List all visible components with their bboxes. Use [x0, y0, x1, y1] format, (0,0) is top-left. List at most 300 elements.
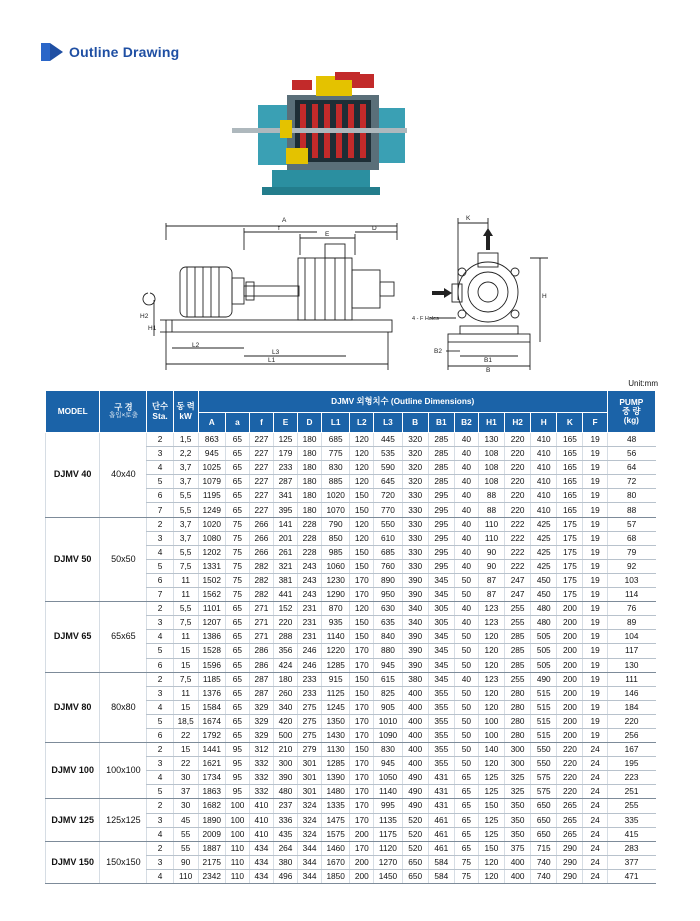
outline-dimensions-table: [45, 390, 656, 884]
table-cell: 95: [225, 785, 249, 799]
table-cell: 55: [173, 827, 198, 841]
table-cell: 7,5: [173, 559, 198, 573]
table-cell: 410: [531, 475, 557, 489]
table-cell: 740: [531, 869, 557, 883]
table-cell: 72: [607, 475, 655, 489]
table-cell: 40: [454, 475, 478, 489]
table-cell: 120: [478, 757, 504, 771]
table-cell: 180: [298, 447, 322, 461]
table-cell: 265: [557, 799, 583, 813]
column-header-a: a: [225, 413, 249, 433]
table-cell: 341: [273, 489, 297, 503]
table-cell: 300: [505, 757, 531, 771]
table-cell: 3: [147, 447, 173, 461]
table-cell: 24: [583, 743, 607, 757]
table-cell: 3,7: [173, 531, 198, 545]
table-cell: 5: [147, 785, 173, 799]
table-cell: 65: [225, 700, 249, 714]
table-cell: 915: [322, 672, 350, 686]
table-cell: 170: [350, 813, 374, 827]
table-cell: 295: [428, 517, 454, 531]
table-cell: 287: [273, 475, 297, 489]
table-cell: 345: [428, 573, 454, 587]
table-cell: 200: [557, 700, 583, 714]
table-cell: 200: [350, 855, 374, 869]
table-cell: 285: [505, 630, 531, 644]
table-cell: 945: [374, 658, 402, 672]
table-cell: 490: [531, 672, 557, 686]
table-cell: 1285: [322, 658, 350, 672]
table-cell: 520: [402, 841, 428, 855]
table-cell: 720: [374, 489, 402, 503]
table-cell: 300: [505, 743, 531, 757]
table-cell: 170: [350, 799, 374, 813]
table-cell: 75: [225, 531, 249, 545]
table-cell: 5: [147, 714, 173, 728]
table-cell: 200: [557, 616, 583, 630]
table-cell: 1450: [374, 869, 402, 883]
table-cell: 170: [350, 771, 374, 785]
table-cell: 6: [147, 728, 173, 742]
table-cell: 120: [350, 475, 374, 489]
column-header-h1: H1: [478, 413, 504, 433]
table-cell: 1101: [198, 602, 225, 616]
table-cell: 40: [454, 433, 478, 447]
table-cell: 11: [173, 630, 198, 644]
table-cell: 19: [583, 517, 607, 531]
table-cell: 950: [374, 588, 402, 602]
table-cell: 350: [505, 813, 531, 827]
table-cell: 141: [273, 517, 297, 531]
table-cell: 120: [350, 447, 374, 461]
table-cell: 65: [225, 616, 249, 630]
table-cell: 320: [402, 461, 428, 475]
table-cell: 431: [428, 771, 454, 785]
table-cell: 830: [374, 743, 402, 757]
table-cell: 50: [454, 644, 478, 658]
table-cell: 120: [478, 869, 504, 883]
table-cell: 885: [322, 475, 350, 489]
table-cell: 3: [147, 616, 173, 630]
table-cell: 65: [454, 785, 478, 799]
table-cell: 87: [478, 573, 504, 587]
table-cell: 345: [428, 630, 454, 644]
table-cell: 520: [402, 827, 428, 841]
table-cell: 286: [249, 644, 273, 658]
table-cell: 2: [147, 433, 173, 447]
table-cell: 2: [147, 517, 173, 531]
table-cell: 1390: [322, 771, 350, 785]
table-cell: 324: [298, 813, 322, 827]
table-cell: 100: [225, 827, 249, 841]
table-cell: 650: [402, 869, 428, 883]
table-cell: 461: [428, 813, 454, 827]
table-cell: 275: [298, 728, 322, 742]
table-cell: 1230: [322, 573, 350, 587]
table-cell: 266: [249, 531, 273, 545]
table-cell: 350: [505, 799, 531, 813]
table-cell: 1195: [198, 489, 225, 503]
size-cell: 40x40: [100, 433, 147, 518]
table-cell: 295: [428, 489, 454, 503]
table-cell: 3: [147, 686, 173, 700]
header-power: 동 력 kW: [173, 391, 198, 433]
column-header-b1: B1: [428, 413, 454, 433]
table-cell: 4: [147, 461, 173, 475]
table-cell: 1185: [198, 672, 225, 686]
table-cell: 350: [505, 827, 531, 841]
table-cell: 220: [557, 743, 583, 757]
table-cell: 120: [350, 517, 374, 531]
table-cell: 505: [531, 658, 557, 672]
table-cell: 380: [402, 672, 428, 686]
table-cell: 645: [374, 475, 402, 489]
table-cell: 275: [298, 700, 322, 714]
table-cell: 324: [298, 827, 322, 841]
table-cell: 150: [350, 503, 374, 517]
table-cell: 1850: [322, 869, 350, 883]
table-cell: 325: [505, 771, 531, 785]
table-cell: 19: [583, 700, 607, 714]
table-cell: 223: [607, 771, 655, 785]
table-cell: 65: [225, 503, 249, 517]
table-row: [46, 799, 656, 813]
table-cell: 1202: [198, 545, 225, 559]
table-cell: 180: [298, 489, 322, 503]
table-cell: 1335: [322, 799, 350, 813]
table-cell: 165: [557, 447, 583, 461]
table-cell: 480: [273, 785, 297, 799]
table-cell: 377: [607, 855, 655, 869]
table-cell: 355: [428, 757, 454, 771]
table-cell: 380: [273, 855, 297, 869]
table-cell: 19: [583, 658, 607, 672]
table-cell: 255: [505, 616, 531, 630]
table-cell: 110: [478, 531, 504, 545]
table-cell: 266: [249, 545, 273, 559]
table-cell: 1376: [198, 686, 225, 700]
table-cell: 355: [428, 686, 454, 700]
table-cell: 550: [374, 517, 402, 531]
table-cell: 165: [557, 503, 583, 517]
table-cell: 332: [249, 771, 273, 785]
table-cell: 75: [225, 573, 249, 587]
table-cell: 180: [298, 503, 322, 517]
table-cell: 575: [531, 771, 557, 785]
table-cell: 410: [531, 433, 557, 447]
table-cell: 222: [505, 559, 531, 573]
table-cell: 282: [249, 559, 273, 573]
table-cell: 1863: [198, 785, 225, 799]
table-cell: 410: [531, 447, 557, 461]
table-cell: 220: [505, 447, 531, 461]
table-cell: 329: [249, 700, 273, 714]
table-cell: 65: [225, 447, 249, 461]
table-cell: 19: [583, 433, 607, 447]
table-cell: 150: [350, 616, 374, 630]
table-cell: 340: [273, 700, 297, 714]
table-cell: 285: [428, 447, 454, 461]
table-cell: 75: [454, 855, 478, 869]
table-cell: 24: [583, 841, 607, 855]
table-cell: 104: [607, 630, 655, 644]
table-cell: 15: [173, 644, 198, 658]
dim-label-D: D: [372, 225, 377, 232]
table-cell: 5,5: [173, 503, 198, 517]
table-cell: 260: [273, 686, 297, 700]
table-cell: 15: [173, 658, 198, 672]
table-cell: 11: [173, 686, 198, 700]
section-heading: [50, 43, 179, 61]
table-cell: 120: [478, 630, 504, 644]
table-cell: 329: [249, 728, 273, 742]
table-cell: 1562: [198, 588, 225, 602]
table-cell: 287: [249, 686, 273, 700]
table-cell: 496: [273, 869, 297, 883]
table-cell: 425: [531, 517, 557, 531]
table-cell: 2342: [198, 869, 225, 883]
table-cell: 535: [374, 447, 402, 461]
table-cell: 685: [374, 545, 402, 559]
table-cell: 120: [478, 644, 504, 658]
table-cell: 255: [505, 672, 531, 686]
table-cell: 1,5: [173, 433, 198, 447]
table-cell: 5: [147, 644, 173, 658]
table-cell: 110: [225, 841, 249, 855]
table-cell: 5,5: [173, 602, 198, 616]
table-cell: 125: [273, 433, 297, 447]
table-cell: 231: [298, 630, 322, 644]
table-cell: 1207: [198, 616, 225, 630]
table-cell: 935: [322, 616, 350, 630]
table-cell: 330: [402, 531, 428, 545]
table-cell: 227: [249, 503, 273, 517]
table-cell: 290: [557, 869, 583, 883]
table-cell: 5: [147, 475, 173, 489]
table-cell: 243: [298, 588, 322, 602]
table-cell: 220: [505, 461, 531, 475]
table-cell: 335: [607, 813, 655, 827]
table-cell: 90: [478, 559, 504, 573]
table-cell: 220: [505, 475, 531, 489]
table-cell: 2: [147, 672, 173, 686]
table-cell: 1249: [198, 503, 225, 517]
table-cell: 40: [454, 531, 478, 545]
table-cell: 1290: [322, 588, 350, 602]
table-cell: 1060: [322, 559, 350, 573]
table-cell: 55: [173, 841, 198, 855]
table-cell: 400: [402, 714, 428, 728]
table-cell: 1140: [322, 630, 350, 644]
table-cell: 75: [454, 869, 478, 883]
column-header-b: B: [402, 413, 428, 433]
column-header-l3: L3: [374, 413, 402, 433]
table-cell: 50: [454, 743, 478, 757]
table-cell: 1674: [198, 714, 225, 728]
column-header-b2: B2: [454, 413, 478, 433]
table-cell: 6: [147, 573, 173, 587]
table-cell: 170: [350, 728, 374, 742]
table-cell: 301: [298, 771, 322, 785]
table-cell: 344: [298, 841, 322, 855]
table-cell: 301: [298, 757, 322, 771]
table-cell: 200: [557, 644, 583, 658]
table-cell: 19: [583, 461, 607, 475]
table-cell: 715: [531, 841, 557, 855]
table-cell: 110: [173, 869, 198, 883]
table-cell: 1120: [374, 841, 402, 855]
table-cell: 3,7: [173, 475, 198, 489]
header-size: 구 경 흡입×토출: [100, 391, 147, 433]
size-cell: 65x65: [100, 602, 147, 672]
table-cell: 461: [428, 841, 454, 855]
table-cell: 279: [298, 743, 322, 757]
table-cell: 65: [225, 672, 249, 686]
table-cell: 425: [531, 559, 557, 573]
table-cell: 1386: [198, 630, 225, 644]
table-cell: 1010: [374, 714, 402, 728]
table-cell: 450: [531, 573, 557, 587]
table-cell: 233: [298, 672, 322, 686]
table-cell: 1079: [198, 475, 225, 489]
table-cell: 1090: [374, 728, 402, 742]
dim-label-B: B: [486, 367, 491, 374]
table-cell: 22: [173, 757, 198, 771]
table-cell: 201: [273, 531, 297, 545]
table-cell: 515: [531, 686, 557, 700]
column-header-l2: L2: [350, 413, 374, 433]
table-cell: 345: [428, 672, 454, 686]
table-cell: 200: [350, 827, 374, 841]
table-cell: 305: [428, 602, 454, 616]
table-cell: 264: [273, 841, 297, 855]
table-cell: 305: [428, 616, 454, 630]
size-cell: 50x50: [100, 517, 147, 602]
table-cell: 220: [505, 503, 531, 517]
dim-label-L1: L1: [268, 357, 276, 364]
table-cell: 19: [583, 503, 607, 517]
table-cell: 79: [607, 545, 655, 559]
table-cell: 40: [454, 489, 478, 503]
column-header-f: F: [583, 413, 607, 433]
table-cell: 330: [402, 489, 428, 503]
heading-marker-icon: [50, 43, 63, 61]
dim-label-K: K: [466, 215, 471, 222]
table-cell: 995: [374, 799, 402, 813]
table-cell: 287: [249, 672, 273, 686]
table-cell: 19: [583, 602, 607, 616]
table-cell: 325: [505, 785, 531, 799]
table-cell: 5: [147, 559, 173, 573]
table-cell: 65: [225, 475, 249, 489]
table-cell: 103: [607, 573, 655, 587]
table-cell: 40: [454, 545, 478, 559]
table-cell: 150: [350, 489, 374, 503]
table-cell: 415: [607, 827, 655, 841]
table-cell: 150: [478, 799, 504, 813]
table-cell: 1430: [322, 728, 350, 742]
table-cell: 1682: [198, 799, 225, 813]
table-cell: 1070: [322, 503, 350, 517]
discharge-arrow-icon: [483, 228, 493, 250]
table-cell: 24: [583, 785, 607, 799]
table-cell: 265: [557, 813, 583, 827]
table-cell: 231: [298, 616, 322, 630]
table-cell: 68: [607, 531, 655, 545]
table-cell: 515: [531, 714, 557, 728]
table-cell: 905: [374, 700, 402, 714]
table-cell: 285: [505, 658, 531, 672]
table-cell: 381: [273, 573, 297, 587]
table-cell: 650: [531, 799, 557, 813]
table-cell: 19: [583, 714, 607, 728]
table-row: [46, 517, 656, 531]
table-cell: 1734: [198, 771, 225, 785]
dim-label-H: H: [542, 293, 547, 300]
table-cell: 2: [147, 799, 173, 813]
table-cell: 80: [607, 489, 655, 503]
table-cell: 2175: [198, 855, 225, 869]
table-cell: 650: [402, 855, 428, 869]
table-cell: 590: [374, 461, 402, 475]
size-cell: 100x100: [100, 743, 147, 799]
table-cell: 635: [374, 616, 402, 630]
table-cell: 760: [374, 559, 402, 573]
column-header-d: D: [298, 413, 322, 433]
table-cell: 321: [273, 559, 297, 573]
table-cell: 1270: [374, 855, 402, 869]
table-cell: 515: [531, 700, 557, 714]
table-cell: 175: [557, 545, 583, 559]
table-cell: 50: [454, 728, 478, 742]
table-cell: 200: [557, 728, 583, 742]
column-header-e: E: [273, 413, 297, 433]
dim-label-B2: B2: [434, 348, 442, 355]
table-cell: 5,5: [173, 489, 198, 503]
table-cell: 288: [273, 630, 297, 644]
table-cell: 1441: [198, 743, 225, 757]
table-cell: 220: [505, 489, 531, 503]
table-cell: 6: [147, 489, 173, 503]
table-cell: 330: [402, 503, 428, 517]
table-cell: 130: [607, 658, 655, 672]
table-cell: 1140: [374, 785, 402, 799]
table-cell: 1584: [198, 700, 225, 714]
table-cell: 1621: [198, 757, 225, 771]
table-cell: 117: [607, 644, 655, 658]
table-cell: 170: [350, 658, 374, 672]
table-cell: 75: [225, 588, 249, 602]
table-cell: 7,5: [173, 672, 198, 686]
front-elevation-drawing: [143, 223, 397, 370]
table-cell: 1670: [322, 855, 350, 869]
table-cell: 400: [505, 855, 531, 869]
table-cell: 740: [531, 855, 557, 869]
table-cell: 120: [478, 686, 504, 700]
table-cell: 775: [322, 447, 350, 461]
model-cell: DJMV 125: [46, 799, 100, 841]
table-cell: 92: [607, 559, 655, 573]
table-cell: 1080: [198, 531, 225, 545]
model-cell: DJMV 150: [46, 841, 100, 883]
table-cell: 1480: [322, 785, 350, 799]
table-cell: 2009: [198, 827, 225, 841]
table-cell: 120: [350, 461, 374, 475]
dim-label-L2: L2: [192, 342, 200, 349]
table-cell: 19: [583, 545, 607, 559]
table-cell: 11: [173, 573, 198, 587]
table-cell: 220: [273, 616, 297, 630]
